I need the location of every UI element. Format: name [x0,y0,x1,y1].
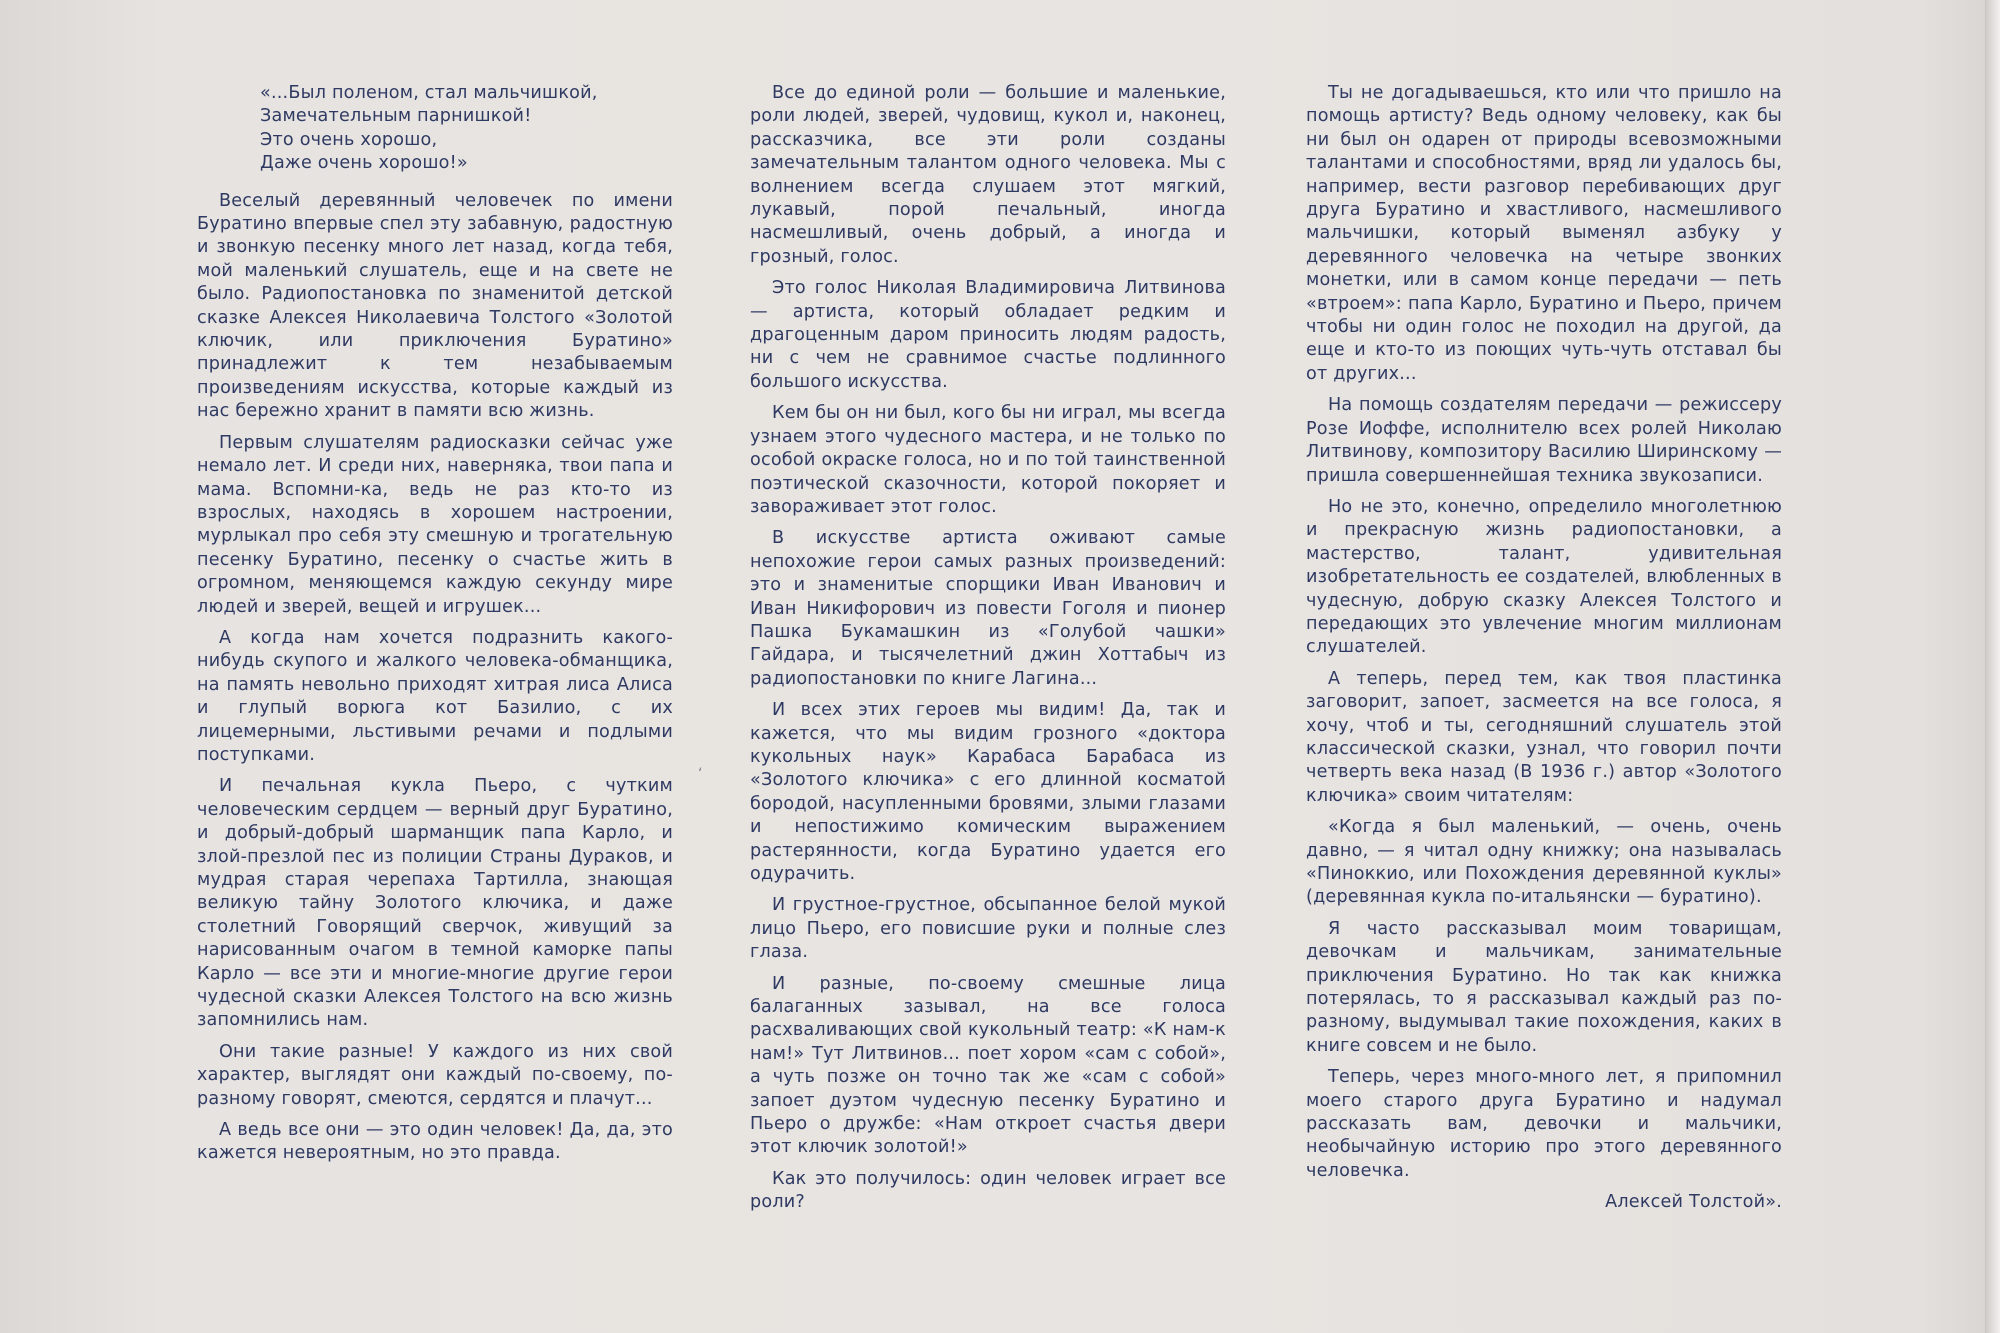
poem-line: Даже очень хорошо!» [260,153,468,174]
paragraph: «Когда я был маленький, — очень, очень давно, — я читал одну книжку; она называлась «Пиноккио, или Похождения деревянной куклы» (деревянная кукла по-итальянски — буратино). [1306,817,1782,908]
paragraph: И грустное-грустное, обсыпанное белой мукой лицо Пьеро, его повисшие руки и полные слез глаза. [750,895,1226,963]
author-signature: Алексей Толстой». [1605,1192,1782,1213]
poem-line: Это очень хорошо, [260,129,438,150]
text-column-1 [197,82,673,1174]
paragraph: Но не это, конечно, определило многолетнюю и прекрасную жизнь радиопостановки, а мастерство, талант, удивительная изобретательность ее создателей, влюбленных в чудесную, добрую сказку Алексея Толстого и передающих это увлечение многим миллионам слушателей. [1306,496,1782,658]
paragraph: Теперь, через много-много лет, я припомнил моего старого друга Буратино и надумал рассказать вам, девочки и мальчики, необычайную историю про этого деревянного человечка. [1306,1067,1782,1181]
paragraph: Это голос Николая Владимировича Литвинова — артиста, который обладает редким и драгоценным даром приносить людям радость, ни с чем не сравнимое счастье подлинного большого искусства. [750,278,1226,392]
paragraph: Они такие разные! У каждого из них свой характер, выглядят они каждый по-своему, по-разному говорят, смеются, сердятся и плачут... [197,1041,673,1109]
paragraph: Веселый деревянный человечек по имени Буратино впервые спел эту забавную, радостную и звонкую песенку много лет назад, когда тебя, мой маленький слушатель, еще и на свете не было. Радиопостановка по знаменитой детской сказке Алексея Николаевича Толстого «Золотой ключик, или приключения Буратино» принадлежит к тем незабываемым произведениям искусства, которые каждый из нас бережно хранит в памяти всю жизнь. [197,190,673,422]
paragraph: И всех этих героев мы видим! Да, так и кажется, что мы видим грозного «доктора кукольных наук» Карабаса Барабаса из «Золотого ключика» с его длинной косматой бородой, насупленными бровями, злыми глазами и непостижимо комическим выражением растерянности, когда Буратино удается его одурачить. [750,700,1226,884]
paragraph: Первым слушателям радиосказки сейчас уже немало лет. И среди них, наверняка, твои папа и мама. Вспомни-ка, ведь не раз кто-то из взрослых, находясь в хорошем настроении, мурлыкал про себя эту смешную и трогательную песенку Буратино, песенку о счастье жить в огромном, меняющемся каждую секунду мире людей и зверей, вещей и игрушек... [197,432,673,617]
paragraph: Я часто рассказывал моим товарищам, девочкам и мальчикам, занимательные приключения Буратино. Но так как книжка потерялась, то я рассказывал каждый раз по-разному, выдумывал такие похождения, каких в книге совсем и не было. [1306,918,1782,1056]
text-column-2 [750,82,1226,1223]
paragraph: В искусстве артиста оживают самые непохожие герои самых разных произведений: это и знаменитые спорщики Иван Иванович и Иван Никифорович из повести Гоголя и пионер Пашка Букамашкин из «Голубой чашки» Гайдара, и тысячелетний джин Хоттабыч из радиопостановки по книге Лагина... [750,528,1226,689]
paragraph: На помощь создателям передачи — режиссеру Розе Иоффе, исполнителю всех ролей Николаю Литвинову, композитору Василию Ширинскому — пришла совершеннейшая техника звукозаписи. [1306,395,1782,486]
poem-line: «...Был поленом, стал мальчишкой, [260,83,598,103]
poem-line: Замечательным парнишкой! [260,106,532,127]
paragraph: Ты не догадываешься, кто или что пришло на помощь артисту? Ведь одному человеку, как бы ни был он одарен от природы всевозможными талантами и способностями, вряд ли удалось бы, например, вести разговор перебивающих друг друга Буратино и хвастливого, насмешливого мальчишки, который выменял азбуку у деревянного человечка на четыре звонких монетки, или в самом конце передачи — петь «втроем»: папа Карло, Буратино и Пьеро, причем чтобы ни один голос не походил на другой, да еще и кто-то из поющих чуть-чуть отставал бы от других... [1306,83,1782,384]
print-smudge: ‘ [698,766,703,782]
paragraph: И разные, по-своему смешные лица балаганных зазывал, на все голоса расхваливающих свой кукольный театр: «К нам-к нам!» Тут Литвинов... поет хором «сам с собой», а чуть позже он точно так же «сам с собой» запоет дуэтом чудесную песенку Буратино и Пьеро о дружбе: «Нам откроет счастья двери этот ключик золотой!» [750,973,1226,1158]
paragraph: А ведь все они — это один человек! Да, да, это кажется невероятным, но это правда. [197,1120,673,1164]
paragraph: А когда нам хочется подразнить какого-нибудь скупого и жалкого человека-обманщика, на память невольно приходят хитрая лиса Алиса и глупый ворюга кот Базилио, с их лицемерными, льстивыми речами и подлыми поступками. [197,627,673,765]
paragraph: А теперь, перед тем, как твоя пластинка заговорит, запоет, засмеется на все голоса, я хочу, чтоб и ты, сегодняшний слушатель этой классической сказки, узнал, что говорил почти четверть века назад (В 1936 г.) автор «Золотого ключика» своим читателям: [1306,668,1782,806]
paragraph: Все до единой роли — большие и маленькие, роли людей, зверей, чудовищ, кукол и, наконец, рассказчика, все эти роли созданы замечательным талантом одного человека. Мы с волнением всегда слушаем этот мягкий, лукавый, порой печальный, иногда насмешливый, очень добрый, а иногда и грозный, голос. [750,83,1226,267]
poem-epigraph [197,82,673,176]
text-column-3 [1306,82,1782,1215]
paragraph: Кем бы он ни был, кого бы ни играл, мы всегда узнаем этого чудесного мастера, и не только по особой окраске голоса, но и по той таинственной поэтической сказочности, которой покоряет и завораживает этот голос. [750,403,1226,517]
page-edge [1985,0,2000,1333]
paragraph: И печальная кукла Пьеро, с чутким человеческим сердцем — верный друг Буратино, и добрый-добрый шарманщик папа Карло, и злой-презлой пес из полиции Страны Дураков, и мудрая старая черепаха Тартилла, знающая великую тайну Золотого ключика, и даже столетний Говорящий сверчок, живущий за нарисованным очагом в темной каморке папы Карло — все эти и многие-многие другие герои чудесной сказки Алексея Толстого на всю жизнь запомнились нам. [197,776,673,1031]
paragraph: Как это получилось: один человек играет все роли? [750,1168,1226,1213]
